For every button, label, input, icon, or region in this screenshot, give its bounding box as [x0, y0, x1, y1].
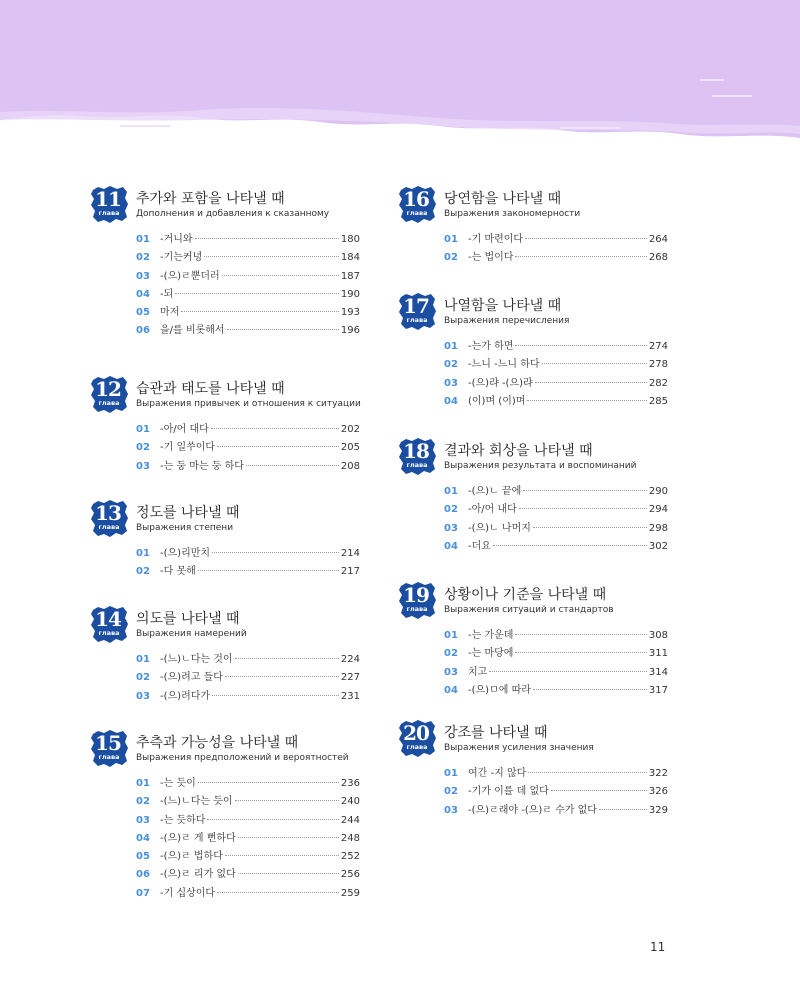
entry-number: 01	[136, 654, 150, 665]
entry-text: -아/어 내다	[468, 504, 517, 516]
toc-entry[interactable]	[444, 482, 668, 500]
entry-text: -는 법이다	[468, 252, 514, 264]
chapter-19	[398, 582, 668, 720]
entry-page: 244	[340, 814, 360, 826]
chapter-title: 당연함을 나타낼 때	[444, 191, 562, 207]
entry-number: 03	[444, 522, 458, 534]
chapter-11	[90, 186, 360, 376]
chapter-number: 19	[403, 583, 429, 607]
entry-page: 311	[648, 648, 668, 660]
chapter-badge	[90, 186, 130, 226]
entry-page: 302	[648, 540, 668, 552]
chapter-number: 17	[403, 294, 429, 318]
entry-text: -는 가운데	[468, 630, 514, 641]
entry-text: -되	[160, 288, 174, 300]
entry-number: 03	[136, 460, 150, 472]
entry-page: 278	[648, 359, 668, 371]
chapter-12	[90, 376, 360, 500]
dot-leader	[238, 873, 339, 874]
chapter-title: 결과와 회상을 나타낼 때	[444, 443, 593, 459]
entry-number: 02	[444, 786, 458, 798]
toc-entry[interactable]	[136, 230, 360, 248]
dot-leader	[542, 363, 647, 364]
toc-entry[interactable]	[136, 668, 360, 686]
entry-text: -(으)ㄹ뿐더러	[160, 270, 220, 282]
chapter-subtitle: Выражения степени	[136, 523, 234, 533]
toc-entry[interactable]	[136, 865, 360, 883]
entry-page: 236	[340, 778, 360, 789]
dot-leader	[181, 311, 339, 312]
chapter-title: 의도를 나타낼 때	[136, 611, 240, 627]
entry-text: -거니와	[160, 234, 193, 245]
dot-leader	[235, 800, 339, 801]
entry-text: -는가 하면	[468, 341, 514, 352]
toc-entry[interactable]	[444, 764, 668, 782]
dot-leader	[217, 446, 339, 447]
entry-page: 329	[648, 804, 668, 816]
chapter-subtitle: Выражения намерений	[136, 629, 247, 639]
entry-text: -아/어 대다	[160, 424, 209, 435]
toc-entry[interactable]	[444, 644, 668, 662]
entry-text: -더요	[468, 540, 491, 552]
toc-entry[interactable]	[444, 519, 668, 537]
entry-text: 치고	[468, 666, 488, 678]
chapter-number: 20	[403, 721, 429, 745]
chapter-word: глава	[406, 316, 428, 324]
chapter-badge	[398, 720, 438, 760]
dot-leader	[225, 855, 339, 856]
entry-text: -기 마련이다	[468, 234, 524, 245]
chapter-badge	[90, 730, 130, 770]
entry-list	[136, 420, 360, 475]
toc-entry[interactable]	[136, 438, 360, 456]
entry-number: 03	[444, 804, 458, 816]
entry-text: -는 듯하다	[160, 814, 206, 826]
toc-entry[interactable]	[136, 457, 360, 475]
entry-page: 214	[340, 548, 360, 559]
entry-text: -(으)ㄹ 리가 없다	[160, 869, 236, 881]
dot-leader	[222, 275, 339, 276]
toc-entry[interactable]	[136, 303, 360, 321]
toc-entry[interactable]	[136, 829, 360, 847]
entry-text: -기 십상이다	[160, 887, 216, 899]
entry-page: 217	[340, 566, 360, 578]
entry-text: 마저	[160, 307, 180, 319]
entry-page: 202	[340, 424, 360, 435]
entry-list	[444, 764, 668, 819]
chapter-word: глава	[406, 743, 428, 751]
entry-number: 01	[444, 234, 458, 245]
entry-text: -(으)ㄹ 게 뻔하다	[160, 832, 236, 844]
entry-text: -는 둥 마는 둥 하다	[160, 460, 244, 472]
toc-entry[interactable]	[444, 355, 668, 373]
entry-page: 259	[340, 887, 360, 899]
entry-page: 227	[340, 672, 360, 684]
dot-leader	[225, 676, 339, 677]
chapter-17	[398, 293, 668, 438]
entry-list	[136, 650, 360, 705]
entry-number: 01	[444, 341, 458, 352]
entry-list	[444, 337, 668, 410]
toc-entry[interactable]	[444, 392, 668, 410]
entry-list	[444, 482, 668, 555]
entry-number: 02	[444, 252, 458, 264]
entry-page: 196	[340, 325, 360, 337]
toc-entry[interactable]	[136, 267, 360, 285]
chapter-subtitle: Выражения закономерности	[444, 209, 581, 219]
dot-leader	[195, 238, 339, 239]
toc-entry[interactable]	[444, 537, 668, 555]
toc-entry[interactable]	[444, 337, 668, 355]
chapter-20	[398, 720, 668, 830]
entry-text: (이)며 (이)며	[468, 395, 526, 407]
entry-number: 02	[136, 672, 150, 684]
entry-number: 04	[136, 832, 150, 844]
chapter-title: 나열함을 나타낼 때	[444, 298, 562, 314]
entry-number: 07	[136, 887, 150, 899]
dot-leader	[175, 293, 339, 294]
chapter-subtitle: Выражения перечисления	[444, 316, 570, 326]
toc-entry[interactable]	[444, 230, 668, 248]
dot-leader	[528, 772, 647, 773]
entry-number: 01	[444, 630, 458, 641]
entry-text: -기가 이를 데 없다	[468, 786, 549, 798]
toc-entry[interactable]	[444, 500, 668, 518]
entry-list	[444, 230, 668, 267]
entry-page: 208	[340, 460, 360, 472]
dot-leader	[523, 490, 647, 491]
chapter-title: 강조를 나타낼 때	[444, 725, 548, 741]
entry-page: 190	[340, 288, 360, 300]
entry-text: -(으)리만치	[160, 548, 211, 559]
dot-leader	[204, 256, 339, 257]
dot-leader	[211, 428, 339, 429]
dot-leader	[212, 695, 339, 696]
entry-page: 326	[648, 786, 668, 798]
entry-text: -는 마당에	[468, 648, 514, 660]
dot-leader	[515, 634, 646, 635]
entry-page: 180	[340, 234, 360, 245]
chapter-15	[90, 730, 360, 910]
entry-text: -기 일쑤이다	[160, 442, 216, 454]
entry-number: 02	[136, 252, 150, 264]
entry-page: 322	[648, 768, 668, 779]
entry-number: 04	[444, 540, 458, 552]
chapter-word: глава	[406, 461, 428, 469]
header-banner	[0, 0, 800, 150]
dot-leader	[519, 508, 647, 509]
entry-number: 02	[444, 359, 458, 371]
dot-leader	[535, 382, 647, 383]
dot-leader	[525, 238, 647, 239]
entry-number: 01	[136, 234, 150, 245]
entry-page: 205	[340, 442, 360, 454]
chapter-title: 정도를 나타낼 때	[136, 505, 240, 521]
toc-entry[interactable]	[136, 792, 360, 810]
toc-entry[interactable]	[136, 562, 360, 580]
entry-number: 02	[444, 648, 458, 660]
chapter-word: глава	[98, 753, 120, 761]
entry-text: 여간 -지 않다	[468, 768, 527, 779]
chapter-badge	[398, 582, 438, 622]
entry-page: 256	[340, 869, 360, 881]
entry-text: -(으)ㄹ래야 -(으)ㄹ 수가 없다	[468, 804, 597, 816]
entry-text: -(느)ㄴ다는 것이	[160, 654, 233, 665]
entry-page: 298	[648, 522, 668, 534]
toc-entry[interactable]	[136, 650, 360, 668]
toc-entry[interactable]	[136, 321, 360, 339]
entry-page: 193	[340, 307, 360, 319]
dot-leader	[493, 545, 647, 546]
entry-list	[444, 626, 668, 699]
chapter-subtitle: Выражения усиления значения	[444, 743, 594, 753]
dot-leader	[217, 892, 339, 893]
chapter-number: 12	[95, 377, 121, 401]
toc-column-right	[398, 186, 668, 830]
entry-number: 05	[136, 851, 150, 863]
entry-number: 06	[136, 325, 150, 337]
chapter-word: глава	[98, 209, 120, 217]
dot-leader	[238, 837, 339, 838]
entry-number: 02	[136, 566, 150, 578]
chapter-number: 16	[403, 187, 429, 211]
dot-leader	[235, 658, 339, 659]
entry-page: 224	[340, 654, 360, 665]
entry-text: -(으)려다가	[160, 690, 211, 702]
chapter-badge	[398, 293, 438, 333]
dot-leader	[515, 345, 646, 346]
entry-number: 03	[136, 814, 150, 826]
toc-entry[interactable]	[444, 782, 668, 800]
chapter-title: 습관과 태도를 나타낼 때	[136, 381, 285, 397]
entry-page: 314	[648, 666, 668, 678]
toc-entry[interactable]	[444, 801, 668, 819]
entry-number: 02	[136, 796, 150, 808]
toc-entry[interactable]	[444, 626, 668, 644]
entry-page: 187	[340, 270, 360, 282]
toc-entry[interactable]	[444, 374, 668, 392]
chapter-subtitle: Выражения предположений и вероятностей	[136, 753, 349, 763]
toc-entry[interactable]	[136, 811, 360, 829]
chapter-badge	[90, 500, 130, 540]
chapter-word: глава	[98, 629, 120, 637]
chapter-badge	[398, 186, 438, 226]
entry-number: 04	[444, 684, 458, 696]
entry-text: -는 듯이	[160, 778, 196, 789]
chapter-subtitle: Дополнения и добавления к сказанному	[136, 209, 330, 219]
chapter-number: 13	[95, 501, 121, 525]
entry-number: 05	[136, 307, 150, 319]
chapter-number: 14	[95, 607, 121, 631]
entry-page: 274	[648, 341, 668, 352]
toc-entry[interactable]	[136, 847, 360, 865]
dot-leader	[599, 809, 647, 810]
dot-leader	[198, 782, 339, 783]
chapter-badge	[90, 376, 130, 416]
dot-leader	[227, 329, 339, 330]
toc-entry[interactable]	[444, 663, 668, 681]
entry-page: 240	[340, 796, 360, 808]
entry-number: 01	[444, 486, 458, 497]
chapter-subtitle: Выражения результата и воспоминаний	[444, 461, 637, 471]
chapter-13	[90, 500, 360, 606]
entry-number: 01	[136, 424, 150, 435]
chapter-word: глава	[98, 523, 120, 531]
toc-entry[interactable]	[136, 420, 360, 438]
dot-leader	[533, 527, 647, 528]
toc-entry[interactable]	[136, 884, 360, 902]
entry-text: -(으)ㄹ 법하다	[160, 851, 223, 863]
dot-leader	[515, 256, 646, 257]
chapter-word: глава	[98, 399, 120, 407]
chapter-badge	[398, 438, 438, 478]
entry-page: 264	[648, 234, 668, 245]
toc-entry[interactable]	[136, 285, 360, 303]
toc-entry[interactable]	[136, 248, 360, 266]
entry-page: 184	[340, 252, 360, 264]
toc-entry[interactable]	[136, 544, 360, 562]
dot-leader	[551, 790, 647, 791]
entry-page: 248	[340, 832, 360, 844]
dot-leader	[527, 400, 646, 401]
dot-leader	[198, 570, 339, 571]
entry-text: -(으)ㄴ 나머지	[468, 522, 531, 534]
entry-page: 317	[648, 684, 668, 696]
chapter-title: 추측과 가능성을 나타낼 때	[136, 735, 299, 751]
entry-text: -(으)ㅁ에 따라	[468, 684, 531, 696]
chapter-number: 11	[95, 187, 121, 211]
dot-leader	[246, 465, 339, 466]
entry-list	[136, 230, 360, 340]
chapter-word: глава	[406, 605, 428, 613]
chapter-number: 18	[403, 439, 429, 463]
toc-entry[interactable]	[444, 248, 668, 266]
chapter-title: 추가와 포함을 나타낼 때	[136, 191, 285, 207]
dot-leader	[533, 689, 647, 690]
dot-leader	[212, 552, 339, 553]
entry-text: -기는커녕	[160, 252, 203, 264]
entry-number: 06	[136, 869, 150, 881]
entry-number: 03	[444, 666, 458, 678]
entry-page: 285	[648, 395, 668, 407]
dot-leader	[515, 652, 646, 653]
page-number: 11	[650, 940, 666, 954]
chapter-badge	[90, 606, 130, 646]
toc-entry[interactable]	[136, 687, 360, 705]
entry-page: 231	[340, 690, 360, 702]
entry-page: 282	[648, 377, 668, 389]
chapter-18	[398, 438, 668, 582]
entry-text: -(으)려고 들다	[160, 672, 223, 684]
entry-list	[136, 544, 360, 581]
chapter-word: глава	[406, 209, 428, 217]
toc-column-left	[90, 186, 360, 910]
entry-number: 03	[136, 270, 150, 282]
entry-number: 03	[444, 377, 458, 389]
entry-number: 04	[136, 288, 150, 300]
entry-text: -느니 -느니 하다	[468, 359, 540, 371]
entry-text: -(으)ㄴ 끝에	[468, 486, 522, 497]
chapter-number: 15	[95, 731, 121, 755]
entry-list	[136, 774, 360, 902]
entry-page: 268	[648, 252, 668, 264]
entry-number: 01	[136, 548, 150, 559]
toc-entry[interactable]	[136, 774, 360, 792]
chapter-subtitle: Выражения привычек и отношения к ситуации	[136, 399, 361, 409]
dot-leader	[489, 671, 647, 672]
entry-page: 294	[648, 504, 668, 516]
entry-text: -다 못해	[160, 566, 196, 578]
entry-page: 290	[648, 486, 668, 497]
chapter-subtitle: Выражения ситуаций и стандартов	[444, 605, 614, 615]
chapter-title: 상황이나 기준을 나타낼 때	[444, 587, 607, 603]
entry-page: 252	[340, 851, 360, 863]
dot-leader	[207, 819, 338, 820]
entry-text: -(으)랴 -(으)랴	[468, 377, 533, 389]
entry-text: -(느)ㄴ다는 듯이	[160, 796, 233, 808]
chapter-16	[398, 186, 668, 293]
toc-entry[interactable]	[444, 681, 668, 699]
entry-text: 을/를 비롯해서	[160, 325, 225, 337]
entry-number: 02	[444, 504, 458, 516]
entry-number: 03	[136, 690, 150, 702]
entry-number: 01	[444, 768, 458, 779]
chapter-14	[90, 606, 360, 730]
entry-number: 04	[444, 395, 458, 407]
entry-number: 02	[136, 442, 150, 454]
entry-number: 01	[136, 778, 150, 789]
entry-page: 308	[648, 630, 668, 641]
